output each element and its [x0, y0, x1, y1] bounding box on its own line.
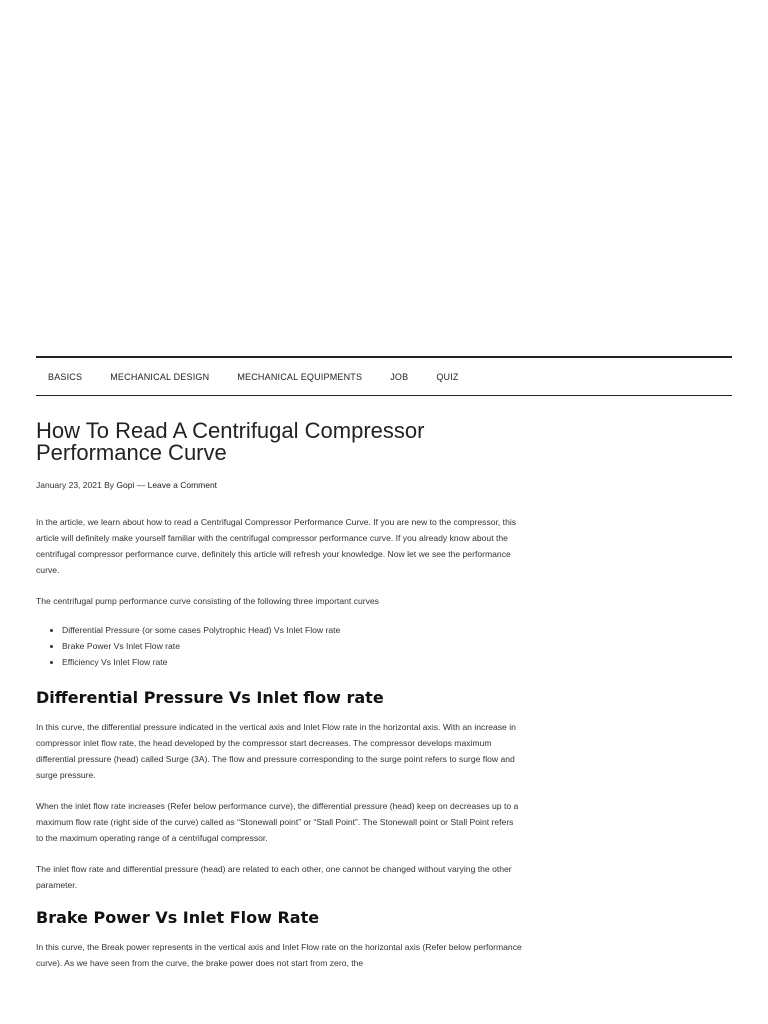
section1-paragraph-3: The inlet flow rate and differential pressure (head) are related to each other, one cannot be changed without varying the other parameter.: [36, 864, 512, 890]
list-item: • Differential Pressure (or some cases Polytrophic Head) Vs Inlet Flow rate: [62, 622, 522, 638]
by-label: By: [104, 480, 114, 490]
author-link[interactable]: Gopi: [116, 480, 135, 490]
nav-menu: [36, 358, 732, 395]
main-navigation: [36, 356, 732, 396]
section1-paragraph-1: In this curve, the differential pressure indicated in the vertical axis and Inlet Flow rate in the horizontal axis. With an increase in compressor inlet flow rate, the head developed by the compressor start decreases. The compressor develops maximum differential pressure (head) called Surge (3A). The flow and pressure corresponding to the surge point refers to surge flow and surge pressure.: [36, 722, 516, 780]
section-heading-brake-power: Brake Power Vs Inlet Flow Rate: [36, 908, 320, 927]
nav-item-job[interactable]: JOB: [390, 371, 409, 382]
article-meta: [36, 480, 522, 490]
list-item: • Efficiency Vs Inlet Flow rate: [62, 654, 522, 670]
section-heading-differential-pressure: Differential Pressure Vs Inlet flow rate: [36, 688, 384, 707]
article-title: How To Read A Centrifugal Compressor Performance Curve: [36, 418, 425, 465]
curves-intro-paragraph: The centrifugal pump performance curve consisting of the following three important curves: [36, 596, 379, 606]
leave-comment-link[interactable]: Leave a Comment: [147, 480, 218, 490]
section2-paragraph-1: In this curve, the Break power represents in the vertical axis and Inlet Flow rate on the horizontal axis (Refer below performance curve). As we have seen from the curve, the brake power does not start from zero, the: [36, 942, 522, 968]
ad-space: [0, 0, 768, 356]
nav-item-quiz[interactable]: QUIZ: [436, 371, 459, 382]
section1-paragraph-2: When the inlet flow rate increases (Refer below performance curve), the differential pressure (head) keep on decreases up to a maximum flow rate (right side of the curve) called as “Stonewall point” or “Stall Point”. The Stonewall point or Stall Point refers to the maximum operating range of a centrifugal compressor.: [36, 801, 519, 843]
nav-item-mechanical-equipments[interactable]: MECHANICAL EQUIPMENTS: [237, 371, 363, 382]
nav-item-mechanical-design[interactable]: MECHANICAL DESIGN: [110, 371, 210, 382]
meta-separator: —: [136, 480, 146, 490]
article: [36, 420, 522, 986]
curves-list: [36, 622, 522, 670]
list-item: • Brake Power Vs Inlet Flow rate: [62, 638, 522, 654]
post-date: January 23, 2021: [36, 480, 102, 490]
nav-item-basics[interactable]: BASICS: [48, 371, 83, 382]
intro-paragraph: In the article, we learn about how to read a Centrifugal Compressor Performance Curve. If you are new to the compressor, this article will definitely make yourself familiar with the centrifugal compressor performance curve. If you already know about the centrifugal compressor performance curve, definitely this article will refresh your knowledge. Now let we see the performance curve.: [36, 517, 517, 575]
